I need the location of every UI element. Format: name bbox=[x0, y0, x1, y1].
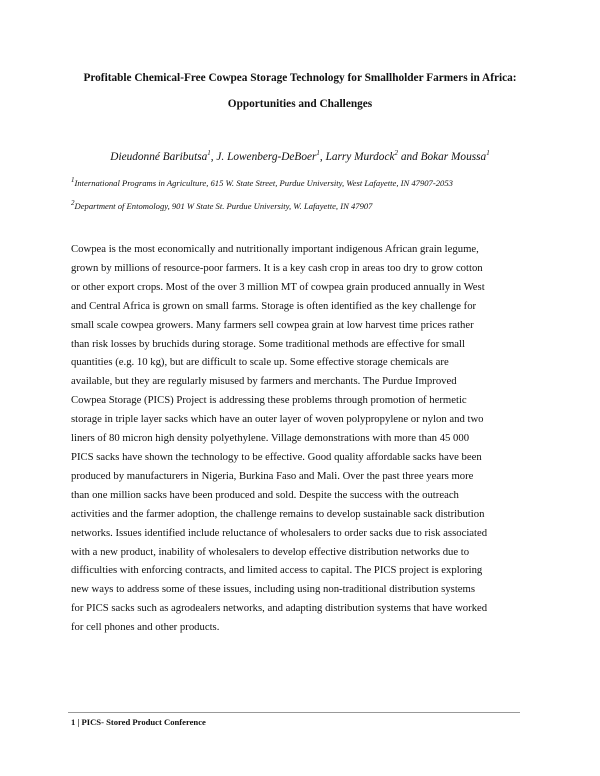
footer-divider bbox=[68, 712, 520, 713]
affiliation-text: Department of Entomology, 901 W State St. Purdue University, W. Lafayette, IN 47907 bbox=[74, 201, 373, 211]
affiliation-marker: 2 bbox=[71, 199, 75, 208]
abstract-line: for cell phones and other products. bbox=[71, 621, 220, 634]
abstract-line: with a new product, inability of wholesalers to develop effective distribution networks due to bbox=[71, 545, 470, 558]
abstract-line: and Central Africa is grown on small farms. Storage is often identified as the key challenge for bbox=[71, 299, 477, 312]
abstract-line: liners of 80 micron high density polyethylene. Village demonstrations with more than 45 000 bbox=[71, 432, 470, 445]
abstract-line: than risk losses by bruchids during storage. Some traditional methods are effective for small bbox=[71, 337, 465, 350]
affiliation-marker: 1 bbox=[71, 176, 75, 185]
abstract-line: new ways to address some of these issues, including using non-traditional distribution systems bbox=[71, 583, 476, 596]
abstract-line: for PICS sacks such as agrodealers networks, and adapting distribution systems that have worked bbox=[71, 602, 488, 615]
abstract-paragraph bbox=[71, 240, 531, 637]
page-footer: 1 | PICS- Stored Product Conference bbox=[71, 717, 206, 727]
paper-title-line-2: Opportunities and Challenges bbox=[227, 98, 373, 110]
affiliation-text: International Programs in Agriculture, 615 W. State Street, Purdue University, West Lafayette, IN 47907-2053 bbox=[74, 178, 453, 188]
abstract-line: Cowpea is the most economically and nutritionally important indigenous African grain legume, bbox=[71, 243, 479, 255]
paper-title-line-1: Profitable Chemical-Free Cowpea Storage Technology for Smallholder Farmers in Africa: bbox=[83, 72, 517, 84]
author-separator: , bbox=[210, 151, 217, 163]
author-affiliation-marker: 1 bbox=[486, 149, 490, 158]
author-name: J. Lowenberg-DeBoer bbox=[216, 151, 317, 163]
abstract-line: than one million sacks have been produced and sold. Despite the success with the outreach bbox=[71, 488, 459, 501]
author-name: Dieudonné Baributsa bbox=[110, 151, 208, 163]
author-name: Larry Murdock bbox=[325, 151, 395, 163]
abstract-line: activities and the farmer adoption, the challenge remains to develop sustainable sack distribution bbox=[71, 507, 485, 520]
abstract-line: quantities (e.g. 10 kg), but are difficult to scale up. Some effective storage chemicals are bbox=[71, 356, 449, 369]
author-separator: and bbox=[398, 151, 421, 163]
affiliation-1 bbox=[71, 178, 551, 188]
author-affiliation-marker: 1 bbox=[207, 149, 211, 158]
author-affiliation-marker: 2 bbox=[394, 149, 398, 158]
abstract-line: networks. Issues identified include reluctance of wholesalers to order sacks due to risk associated bbox=[71, 526, 488, 539]
abstract-line: available, but they are regularly misused by farmers and merchants. The Purdue Improved bbox=[71, 375, 457, 388]
abstract-line: storage in triple layer sacks which have an outer layer of woven polypropylene or nylon and two bbox=[71, 413, 484, 426]
abstract-line: grown by millions of resource-poor farmers. It is a key cash crop in areas too dry to grow cotton bbox=[71, 261, 483, 274]
author-list bbox=[40, 151, 560, 163]
abstract-line: small scale cowpea growers. Many farmers sell cowpea grain at low harvest time prices rather bbox=[71, 318, 474, 331]
abstract-line: difficulties with enforcing contracts, and limited access to capital. The PICS project is exploring bbox=[71, 564, 483, 577]
author-separator: , bbox=[319, 151, 326, 163]
affiliation-2 bbox=[71, 201, 551, 211]
abstract-line: Cowpea Storage (PICS) Project is addressing these problems through promotion of hermetic bbox=[71, 394, 467, 407]
abstract-line: or other export crops. Most of the over 3 million MT of cowpea grain produced annually in West bbox=[71, 280, 485, 293]
abstract-line: produced by manufacturers in Nigeria, Burkina Faso and Mali. Over the past three years more bbox=[71, 469, 474, 482]
author-name: Bokar Moussa bbox=[420, 151, 487, 163]
abstract-line: PICS sacks have shown the technology to be effective. Good quality affordable sacks have been bbox=[71, 450, 482, 463]
author-affiliation-marker: 1 bbox=[316, 149, 320, 158]
